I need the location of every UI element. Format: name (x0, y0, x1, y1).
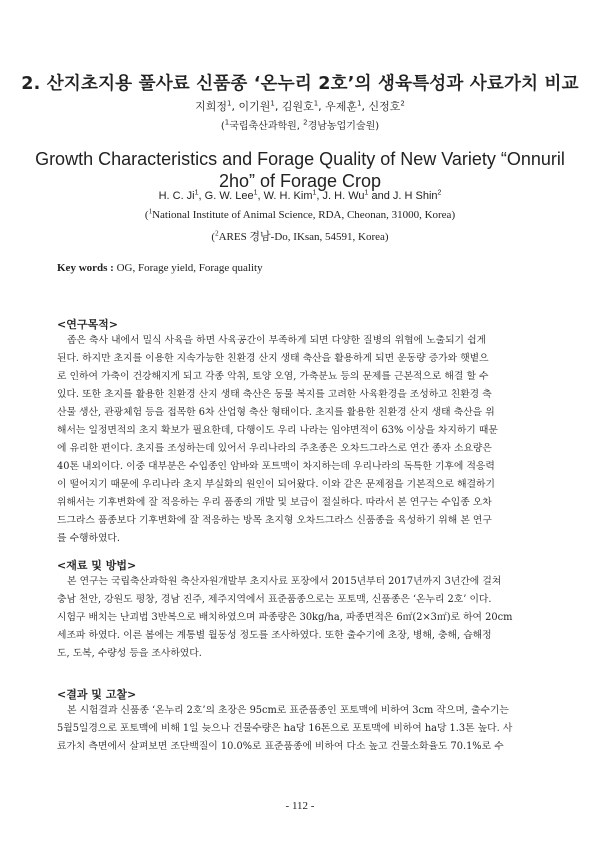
english-authors: H. C. Ji$^1$, G. W. Lee$^1$, W. H. Kim$^1$, J. H. Wu$^1$ and J. H Shin$^2$ (158, 189, 442, 202)
english-affiliation-1: ($^1$National Institute of Animal Science, RDA, Cheonan, 31000, Korea) (144, 207, 456, 221)
section-heading-results: <결과 및 고찰> (57, 688, 137, 701)
page-number: - 112 - (285, 800, 315, 812)
text-line: 에 유리한 편이다. 초지를 조성하는데 있어서 우리나라의 주초종은 오차드그라스로 연간 종자 소요량은 (57, 443, 492, 454)
korean-author: 이기원 (238, 100, 271, 113)
text-line: 시험구 배치는 난괴법 3반복으로 배치하였으며 파종량은 30kg/ha, 파종면적은 6㎡(2×3㎡)로 하여 20cm (57, 612, 513, 623)
keywords (57, 262, 263, 274)
english-title-line-1: Growth Characteristics and Forage Quality of New Variety “Onnuril (35, 149, 565, 169)
section-body-methods (57, 573, 542, 663)
text-line: 있다. 또한 초지를 활용한 친환경 산지 생태 축산은 동물 복지를 고려한 사육환경을 조성하고 친환경 축 (57, 389, 492, 400)
text-line: 로 인하여 가축이 건강해지게 되고 각종 악취, 토양 오염, 가축분뇨 등의 문제를 근본적으로 해결 할 수 (57, 371, 489, 382)
korean-title: 2. 산지초지용 풀사료 신품종 ‘온누리 2호’의 생육특성과 사료가치 비교 (21, 74, 579, 94)
text-line: 를 수행하였다. (57, 533, 121, 544)
author-affiliation-mark: 2 (437, 189, 442, 197)
text-line: 본 시험결과 신품종 ‘온누리 2호’의 초장은 95cm로 표준품종인 포토맥에 비하여 3cm 작으며, 출수기는 (67, 705, 509, 716)
text-line: 료가치 측면에서 살펴보면 조단백질이 10.0%로 표준품종에 비하여 다소 높고 건물소화율도 70.1%로 수 (57, 741, 504, 752)
text-line: 좁은 축사 내에서 밀식 사육을 하면 사육공간이 부족하게 되면 다양한 질병의 위협에 노출되기 쉽게 (67, 335, 487, 346)
english-title (30, 148, 570, 192)
text-line: 도, 도복, 수량성 등을 조사하였다. (57, 648, 202, 659)
text-line: 산물 생산, 관광체험 등을 접목한 6차 산업형 축산 형태이다. 초지를 활용한 친환경 산지 생태 축산을 위 (57, 407, 495, 418)
korean-affiliations: ($^1$국립축산과학원, $^2$경남농업기술원) (220, 118, 380, 132)
text-line: 본 연구는 국립축산과학원 축산자원개발부 초지사료 포장에서 2015년부터 2017년까지 3년간에 걸쳐 (67, 576, 502, 587)
section-body-results (57, 702, 542, 756)
author-affiliation-mark: 1 (226, 99, 232, 108)
author-affiliation-mark: 1 (313, 99, 319, 108)
text-line: 해서는 일정면적의 초지 확보가 필요한데, 다행이도 우리 나라는 임야면적이 63% 이상을 차지하기 때문 (57, 425, 498, 436)
section-heading-purpose: <연구목적> (57, 318, 118, 331)
text-line: 이 떨어지기 때문에 우리나라 초지 부실화의 원인이 되어왔다. 이와 같은 문제점을 기본적으로 해결하기 (57, 479, 495, 490)
korean-author: 김원호 (281, 100, 314, 113)
english-title-line-2: 2ho” of Forage Crop (218, 171, 382, 191)
english-affiliation-2: ($^2$ARES 경남-Do, IKsan, 54591, Korea) (211, 229, 389, 243)
text-line: 세조파 하였다. 이른 봄에는 계통별 월동성 정도를 조사하였다. 또한 출수기에 초장, 병해, 충해, 습해정 (57, 630, 492, 641)
text-line: 40톤 내외이다. 이중 대부분은 수입종인 암바와 포트맥이 차지하는데 우리나라의 독특한 기후에 적응력 (57, 461, 495, 472)
korean-author: 지희정 (195, 100, 227, 113)
keywords-text: OG, Forage yield, Forage quality (116, 262, 263, 274)
section-body-purpose (57, 332, 542, 548)
english-author: G. W. Lee (204, 190, 254, 202)
author-affiliation-mark: 1 (270, 99, 275, 108)
section-heading-methods: <재료 및 방법> (57, 559, 137, 572)
keywords-label: Key words : (57, 262, 114, 274)
text-line: 5월5일경으로 포토맥에 비해 1일 늦으나 건물수량은 ha당 16톤으로 포토맥에 비하여 ha당 1.3톤 높다. 사 (57, 723, 513, 734)
english-author: W. H. Kim (263, 190, 313, 202)
korean-author: 신정호 (368, 100, 401, 113)
text-line: 드그라스 품종보다 기후변화에 잘 적응하는 방목 초지형 오차드그라스 신품종을 육성하기 위해 본 연구 (57, 515, 492, 526)
author-affiliation-mark: 1 (364, 189, 369, 197)
author-affiliation-mark: 1 (253, 189, 258, 197)
author-affiliation-mark: 2 (400, 99, 405, 108)
korean-authors: 지희정$^1$, 이기원$^1$, 김원호$^1$, 우제훈$^1$, 신정호$^2$ (195, 99, 405, 113)
english-author: J. H. Wu (322, 190, 365, 202)
text-line: 위해서는 기후변화에 잘 적응하는 우리 품종의 개발 및 보급이 절실하다. 따라서 본 연구는 수입종 오차 (57, 497, 492, 508)
author-affiliation-mark: 1 (194, 189, 199, 197)
author-affiliation-mark: 1 (357, 99, 362, 108)
author-affiliation-mark: 1 (312, 189, 317, 197)
korean-author: 우제훈 (325, 100, 358, 113)
english-author: J. H Shin (392, 190, 438, 202)
english-author: H. C. Ji (158, 190, 195, 202)
text-line: 충남 천안, 강원도 평창, 경남 진주, 제주지역에서 표준품종으로는 포토맥, 신품종은 ‘온누리 2호’ 이다. (57, 594, 492, 605)
text-line: 된다. 하지만 초지를 이용한 지속가능한 친환경 산지 생태 축산을 활용하게 되면 운동량 증가와 햇볕으 (57, 353, 489, 364)
